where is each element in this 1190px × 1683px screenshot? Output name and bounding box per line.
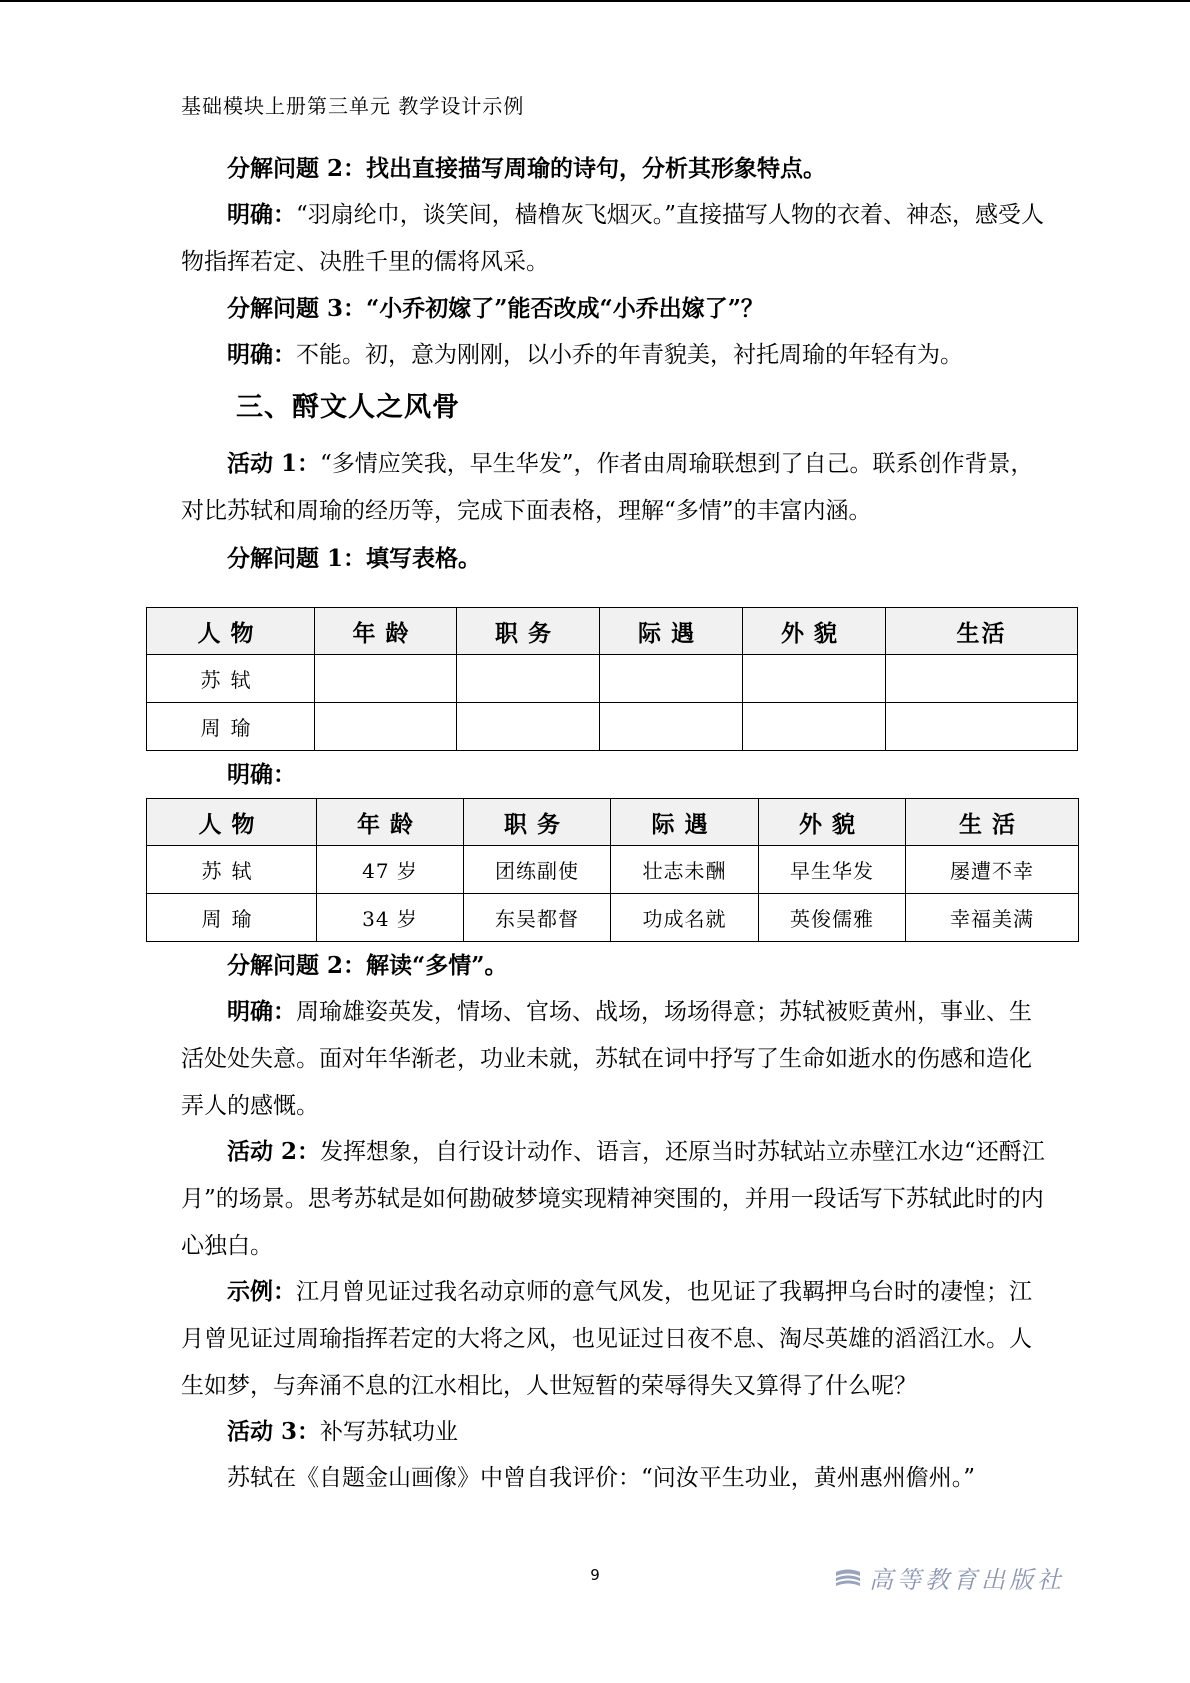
answer-text: 不能。初，意为刚刚，以小乔的年青貌美，衬托周瑜的年轻有为。 [296,342,963,368]
table-header: 职务 [457,608,600,655]
table-cell [886,703,1078,751]
answer-comparison-table [146,798,1079,942]
table-header: 年龄 [317,799,464,846]
table-cell: 幸福美满 [906,894,1079,942]
subquestion-1: 分解问题 1：填写表格。 [227,545,482,572]
table-cell [743,703,886,751]
table-header: 际遇 [600,608,743,655]
table-cell: 周瑜 [147,703,315,751]
table-header: 职务 [464,799,611,846]
activity-text: “多情应笑我，早生华发”，作者由周瑜联想到了自己。联系创作背景，对比苏轼和周瑜的经历等，完成下面表格，理解“多情”的丰富内涵。 [181,451,1034,524]
section-heading: 三、酹文人之风骨 [236,392,460,423]
table-cell: 屡遭不幸 [906,846,1079,894]
table-cell: 东吴都督 [464,894,611,942]
answer-label-table: 明确： [227,761,296,788]
answer-duoqing [181,988,1045,1130]
activity-text: 发挥想象，自行设计动作、语言，还原当时苏轼站立赤壁江水边“还酹江月”的场景。思考苏轼是如何勘破梦境实现精神突围的，并用一段话写下苏轼此时的内心独白。 [181,1139,1045,1259]
table-header: 生活 [886,608,1078,655]
table-cell: 苏轼 [147,846,317,894]
table-row [147,846,1079,894]
activity-1 [181,440,1045,535]
table-cell: 47 岁 [317,846,464,894]
answer-label: 明确： [227,998,296,1025]
closing-paragraph: 苏轼在《自题金山画像》中曾自我评价：“问汝平生功业，黄州惠州儋州。” [227,1465,976,1491]
publisher-mark [835,1560,1065,1595]
table-cell: 壮志未酬 [611,846,759,894]
table-cell [457,655,600,703]
table-cell [457,703,600,751]
running-header: 基础模块上册第三单元 教学设计示例 [181,94,525,118]
table-header: 年龄 [315,608,457,655]
table-header: 际遇 [611,799,759,846]
activity-label: 活动 1： [227,450,321,477]
table-cell [315,655,457,703]
table-row [147,655,1078,703]
answer-text: 周瑜雄姿英发，情场、官场、战场，场场得意；苏轼被贬黄州，事业、生活处处失意。面对年华渐老，功业未就，苏轼在词中抒写了生命如逝水的伤感和造化弄人的感慨。 [181,999,1032,1119]
answer-label: 明确： [227,341,296,368]
example [181,1268,1045,1410]
table-cell [600,655,743,703]
table-cell [315,703,457,751]
activity-label: 活动 2： [227,1138,321,1165]
page-number: 9 [590,1566,600,1584]
activity-3 [181,1408,1045,1456]
table-cell: 苏轼 [147,655,315,703]
table-cell: 早生华发 [759,846,906,894]
publisher-logo-icon [835,1568,861,1588]
table-cell: 英俊儒雅 [759,894,906,942]
table-header: 外貌 [759,799,906,846]
table-cell: 周瑜 [147,894,317,942]
table-cell [600,703,743,751]
activity-label: 活动 3： [227,1418,321,1445]
table-row [147,703,1078,751]
table-cell: 团练副使 [464,846,611,894]
answer-3 [181,331,1045,379]
activity-2 [181,1128,1045,1270]
table-header: 外貌 [743,608,886,655]
table-cell [743,655,886,703]
table-cell: 功成名就 [611,894,759,942]
table-header: 人物 [147,608,315,655]
answer-label: 明确： [227,201,296,228]
table-header: 生活 [906,799,1079,846]
table-cell [886,655,1078,703]
table-cell: 34 岁 [317,894,464,942]
answer-2 [181,191,1045,286]
table-header: 人物 [147,799,317,846]
example-label: 示例： [227,1278,296,1305]
publisher-name: 高等教育出版社 [869,1566,1065,1594]
question-3-heading: 分解问题 3：“小乔初嫁了”能否改成“小乔出嫁了”？ [227,295,764,322]
example-text: 江月曾见证过我名动京师的意气风发，也见证了我羁押乌台时的凄惶；江月曾见证过周瑜指挥若定的大将之风，也见证过日夜不息、淘尽英雄的滔滔江水。人生如梦，与奔涌不息的江水相比，人世短暂的荣辱得失又算得了什么呢？ [181,1279,1032,1399]
top-rule [0,0,1190,2]
question-2-heading: 分解问题 2：找出直接描写周瑜的诗句，分析其形象特点。 [227,155,827,182]
subquestion-2: 分解问题 2：解读“多情”。 [227,952,508,979]
activity-text: 补写苏轼功业 [320,1419,459,1445]
answer-text: “羽扇纶巾，谈笑间，樯橹灰飞烟灭。”直接描写人物的衣着、神态，感受人物指挥若定、决胜千里的儒将风采。 [181,202,1045,275]
blank-comparison-table [146,607,1078,751]
table-row [147,894,1079,942]
